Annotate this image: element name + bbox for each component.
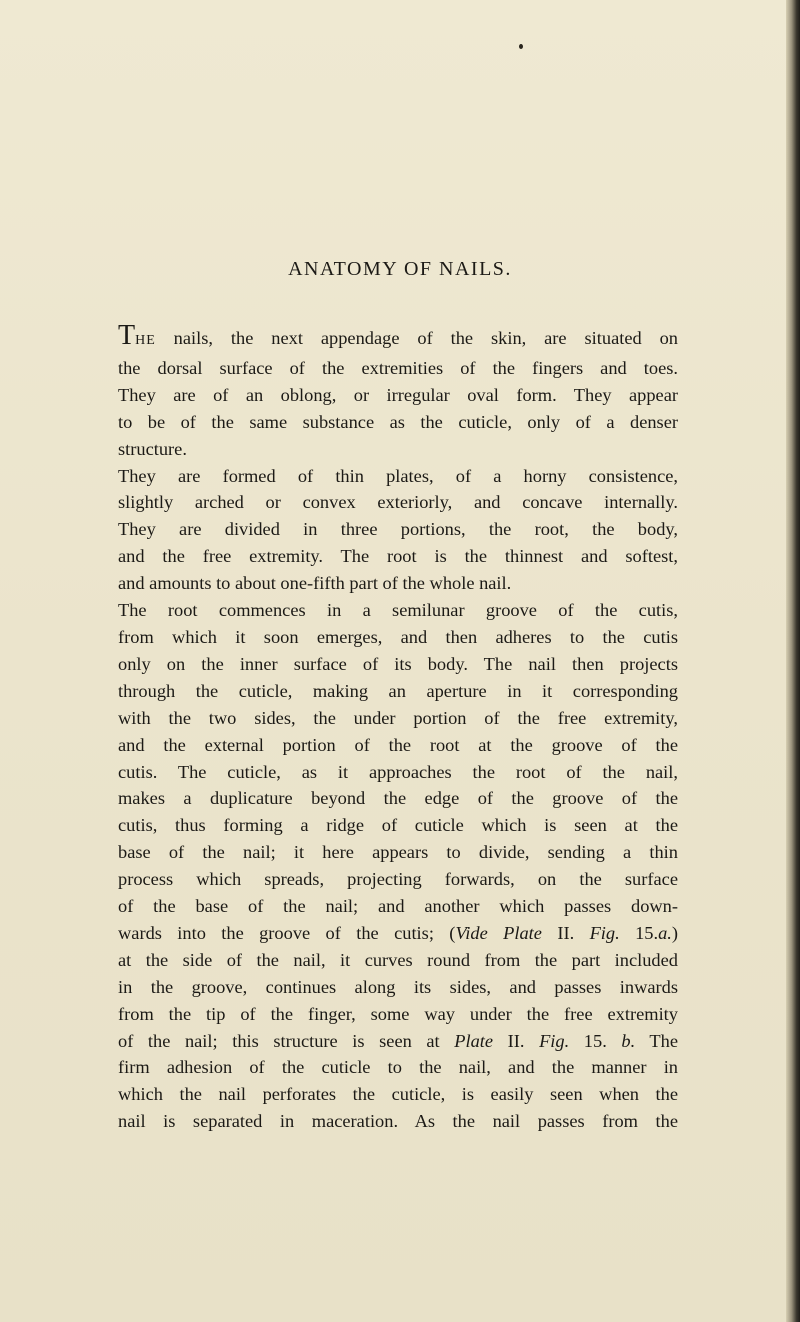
plate-reference: Plate	[454, 1030, 494, 1051]
figure-letter: a.	[658, 922, 672, 943]
text-line-12: from which it soon emerges, and then adheres to the cutis	[118, 626, 678, 647]
page-title: ANATOMY OF NAILS.	[288, 258, 512, 280]
text-line-29: which the nail perforates the cuticle, is easily seen when the	[118, 1084, 678, 1105]
text-line-10: and amounts to about one-fifth part of the whole nail.	[118, 573, 512, 594]
text-line-16: and the external portion of the root at the groove of the	[118, 734, 678, 755]
small-caps-word: HE	[135, 333, 156, 348]
drop-cap: T	[118, 320, 136, 351]
text-line-1: THE nails, the next appendage of the skin, are situated on	[118, 320, 678, 351]
text-line-3: They are of an oblong, or irregular oval form. They appear	[118, 384, 678, 405]
text-line-20: base of the nail; it here appears to divide, sending a thin	[118, 842, 678, 863]
text-line-21: process which spreads, projecting forwards, on the surface	[118, 869, 678, 890]
text-line-6: They are formed of thin plates, of a horny consistence,	[118, 465, 678, 486]
figure-reference: Fig.	[589, 922, 620, 943]
text-line-30: nail is separated in maceration. As the nail passes from the	[118, 1111, 678, 1132]
text-line-5: structure.	[118, 438, 187, 459]
text-line-4: to be of the same substance as the cuticle, only of a denser	[118, 411, 678, 432]
plate-reference: Vide Plate	[455, 922, 542, 943]
text-line-28: firm adhesion of the cuticle to the nail, and the manner in	[118, 1057, 678, 1078]
text-line-18: makes a duplicature beyond the edge of the groove of the	[118, 788, 678, 809]
text-line-24: at the side of the nail, it curves round from the part included	[118, 949, 678, 970]
text-line-25: in the groove, continues along its sides, and passes inwards	[118, 976, 678, 997]
figure-reference: Fig.	[539, 1030, 570, 1051]
text-line-7: slightly arched or convex exteriorly, and concave internally.	[118, 492, 678, 513]
text-line-27: of the nail; this structure is seen at Plate II. Fig. 15. b. The	[118, 1030, 679, 1051]
page-edge-shadow	[786, 0, 800, 1322]
text-line-8: They are divided in three portions, the root, the body,	[118, 519, 678, 540]
text-line-9: and the free extremity. The root is the thinnest and softest,	[118, 546, 678, 567]
text-line-2: the dorsal surface of the extremities of the fingers and toes.	[118, 357, 678, 378]
text-line-19: cutis, thus forming a ridge of cuticle which is seen at the	[118, 815, 678, 836]
ink-speck	[519, 44, 523, 49]
text-line-23: wards into the groove of the cutis; (Vide Plate II. Fig. 15.a.)	[118, 922, 678, 943]
text-line-26: from the tip of the finger, some way under the free extremity	[118, 1003, 678, 1024]
text-line-22: of the base of the nail; and another which passes down-	[118, 896, 678, 917]
text-line-14: through the cuticle, making an aperture in it corresponding	[118, 680, 678, 701]
text-line-17: cutis. The cuticle, as it approaches the root of the nail,	[118, 761, 678, 782]
figure-letter: b.	[621, 1030, 636, 1051]
text-line-13: only on the inner surface of its body. The nail then projects	[118, 653, 678, 674]
text-line-11: The root commences in a semilunar groove of the cutis,	[118, 600, 678, 621]
text-line-15: with the two sides, the under portion of the free extremity,	[118, 707, 678, 728]
body-text	[118, 322, 678, 1135]
